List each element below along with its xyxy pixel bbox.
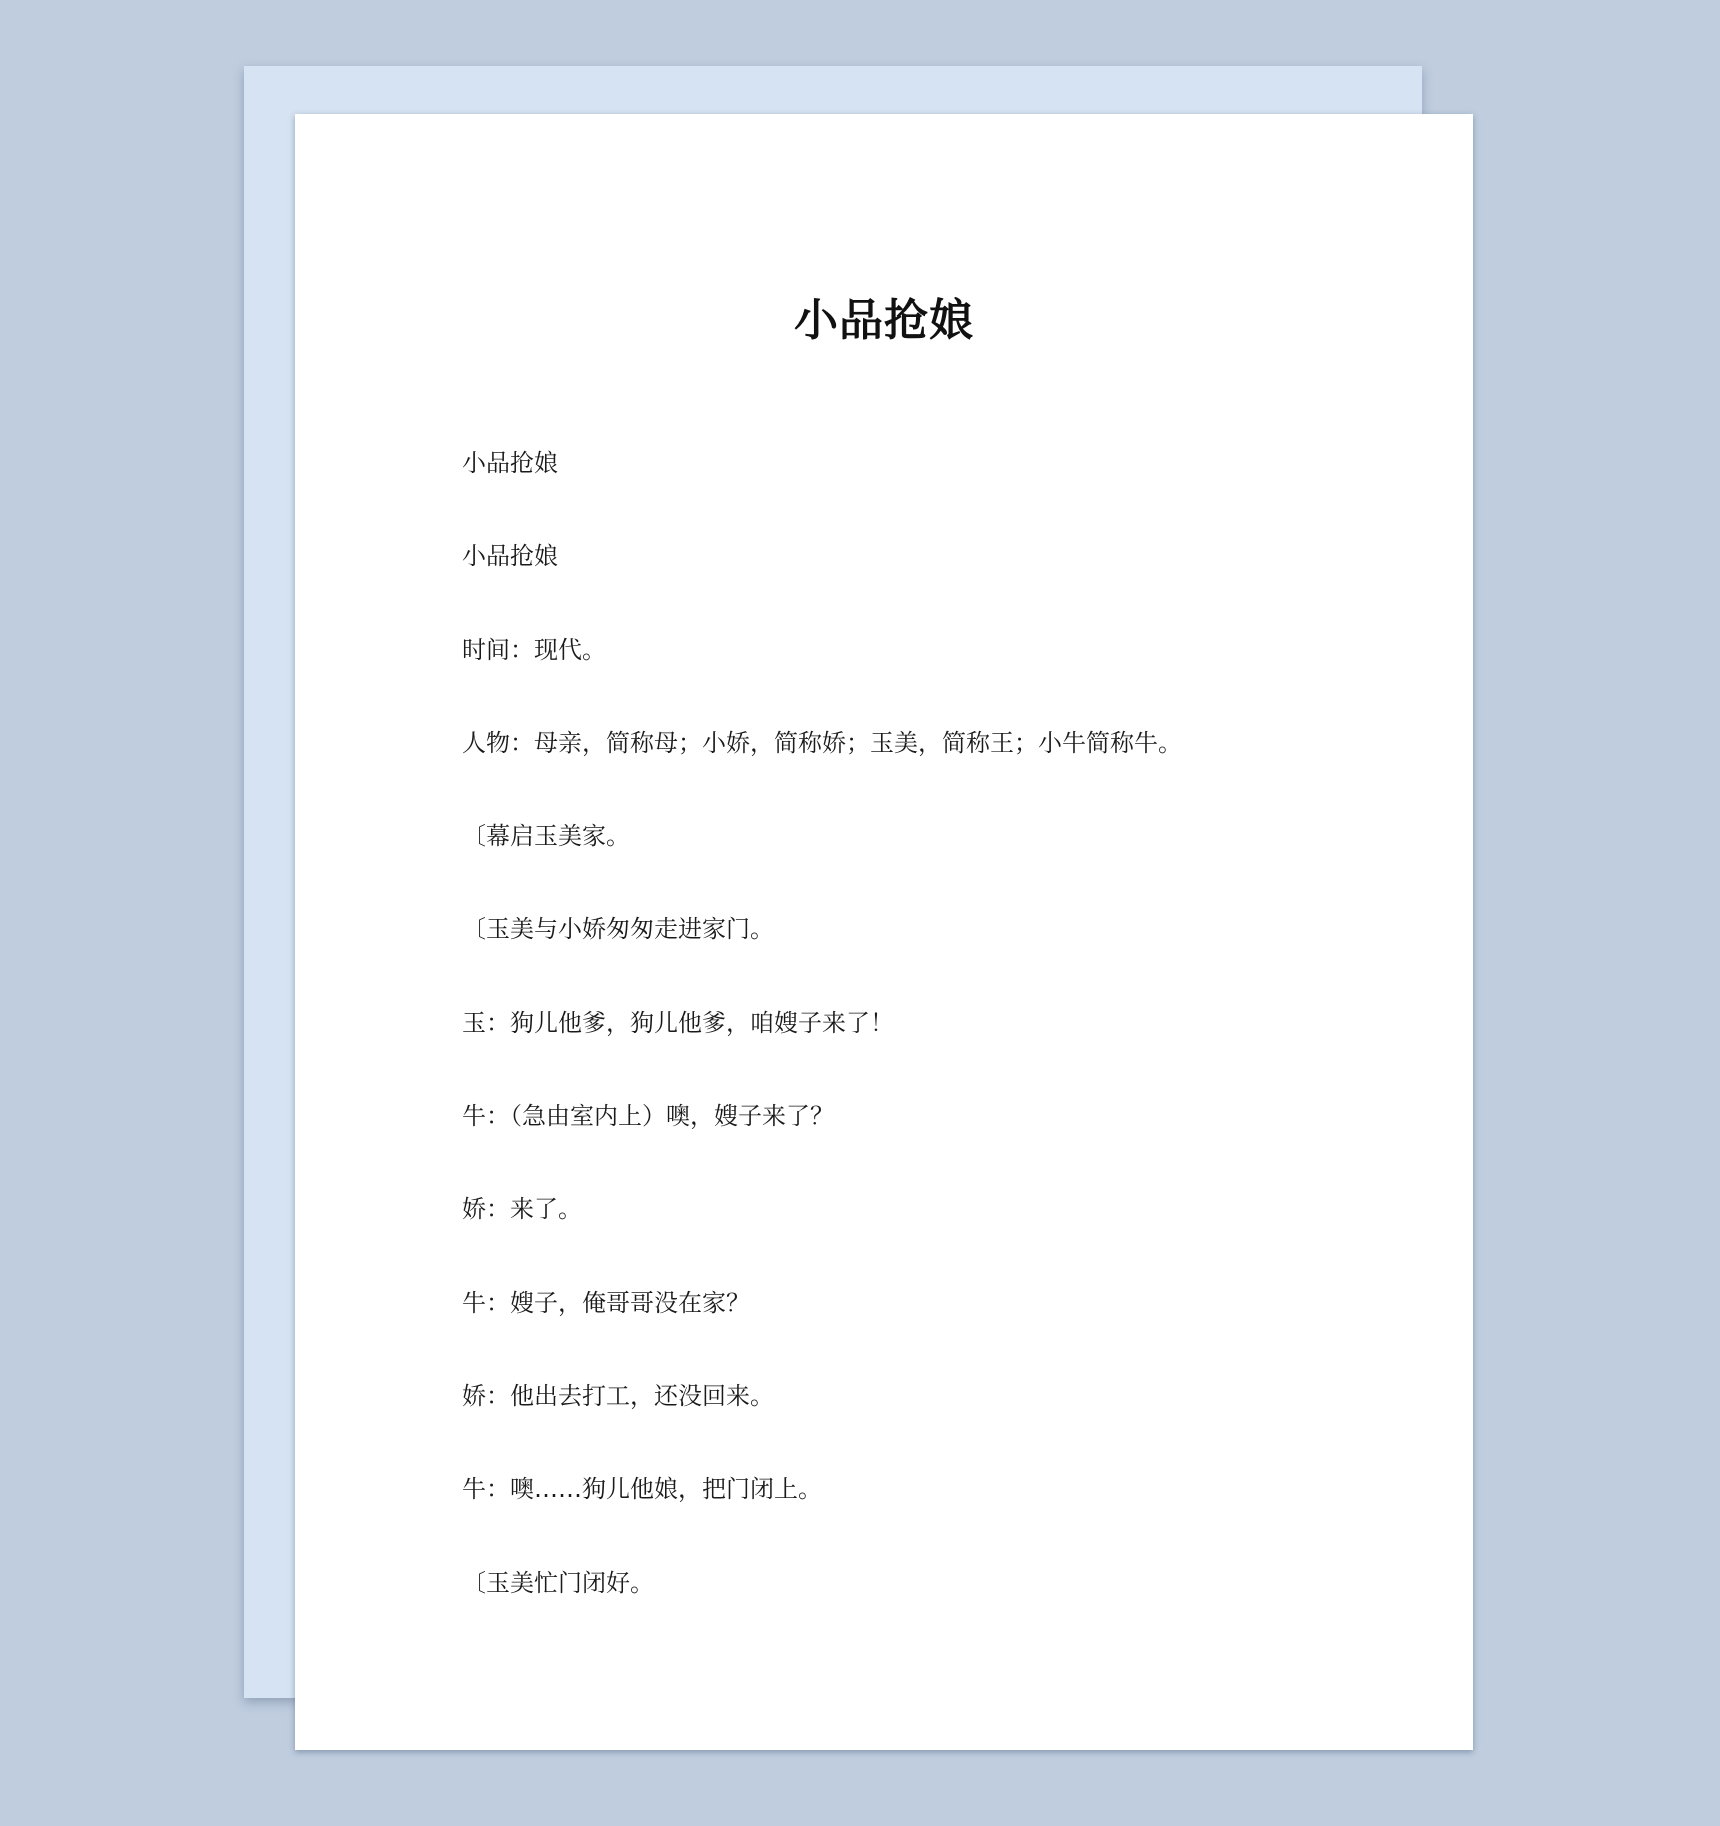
body-line: 牛：嫂子，俺哥哥没在家？ (462, 1288, 750, 1317)
body-line: 娇：他出去打工，还没回来。 (462, 1381, 774, 1410)
body-line: 牛：（急由室内上）噢，嫂子来了？ (462, 1102, 834, 1131)
body-line: 娇：来了。 (462, 1195, 582, 1224)
document-body (462, 446, 1362, 1659)
body-line: 〔幕启玉美家。 (462, 822, 630, 851)
body-line: 〔玉美忙门闭好。 (462, 1568, 654, 1597)
body-line: 人物：母亲，简称母；小娇，简称娇；玉美，简称王；小牛简称牛。 (462, 728, 1182, 757)
body-line: 〔玉美与小娇匆匆走进家门。 (462, 915, 774, 944)
body-line: 牛：噢……狗儿他娘，把门闭上。 (462, 1475, 822, 1504)
body-line: 玉：狗儿他爹，狗儿他爹，咱嫂子来了！ (462, 1008, 894, 1037)
body-line: 时间：现代。 (462, 635, 606, 664)
body-line: 小品抢娘 (462, 449, 558, 477)
document-page (295, 114, 1473, 1750)
body-line: 小品抢娘 (462, 542, 558, 571)
document-title: 小品抢娘 (794, 295, 974, 346)
